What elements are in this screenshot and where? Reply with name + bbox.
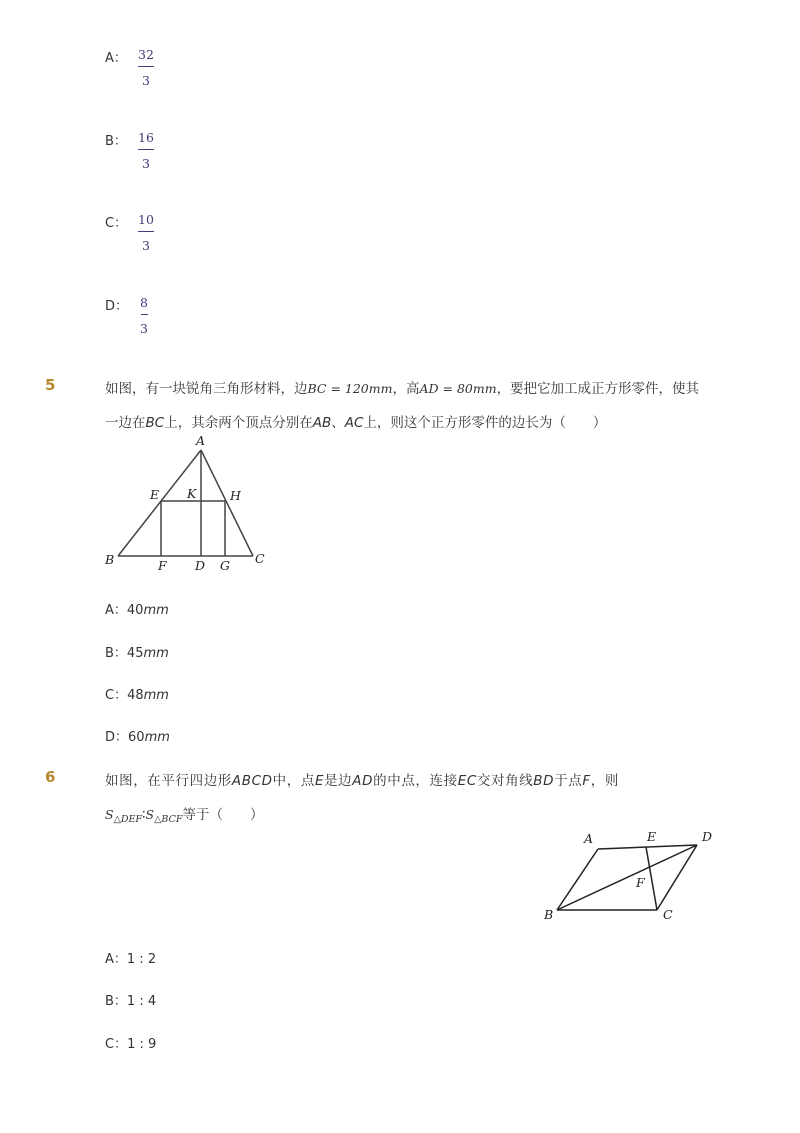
label-c: C (663, 907, 673, 922)
side-ab (118, 450, 201, 556)
question-text-line1: 如图，在平行四边形ABCD中，点E是边AD的中点，连接EC交对角线BD于点F，则 (105, 773, 619, 789)
triangle-figure (100, 430, 275, 575)
parallelogram-figure (540, 825, 720, 925)
q5-option-a[interactable]: A：40mm (105, 603, 169, 618)
side-ad (598, 845, 697, 849)
option-label: D： (105, 299, 129, 314)
fraction: 8 3 (140, 295, 148, 336)
q5-option-b[interactable]: B：45mm (105, 646, 169, 661)
label-g: G (220, 558, 230, 573)
label-b: B (544, 907, 554, 922)
fraction: 32 3 (138, 47, 154, 88)
option-label: A： (105, 51, 127, 66)
fraction: 10 3 (138, 212, 154, 253)
label-e: E (150, 487, 160, 502)
option-label: C： (105, 216, 128, 231)
label-c: C (255, 551, 265, 566)
question-number: 6 (45, 768, 56, 786)
label-a: A (584, 831, 594, 846)
math-expr: AD = 80mm (419, 381, 497, 396)
label-h: H (230, 488, 241, 503)
label-d: D (702, 829, 713, 844)
question-text-line2: 一边在BC上，其余两个顶点分别在AB、AC上，则这个正方形零件的边长为（ ） (105, 415, 607, 431)
option-label: B： (105, 134, 127, 149)
label-f: F (636, 875, 645, 890)
label-f: F (158, 558, 167, 573)
question-text-line1: 如图，有一块锐角三角形材料，边BC = 120mm，高AD = 80mm，要把它加工成正方形零件，使其 (105, 381, 700, 397)
side-ac (201, 450, 253, 556)
question-text-line2: $S_{\triangle DEF}∶S_{\triangle BCF}$等于（ ） (105, 807, 264, 825)
math-expr: BC = 120mm (307, 381, 393, 396)
q6-option-b[interactable]: B：1 : 4 (105, 994, 157, 1009)
q6-option-a[interactable]: A：1 : 2 (105, 952, 157, 967)
q6-option-c[interactable]: C：1 : 9 (105, 1037, 157, 1052)
q5-option-c[interactable]: C：48mm (105, 688, 169, 703)
q5-option-d[interactable]: D：60mm (105, 730, 170, 745)
label-d: D (195, 558, 206, 573)
label-a: A (196, 433, 206, 448)
label-b: B (105, 552, 115, 567)
label-k: K (187, 486, 197, 501)
question-number: 5 (45, 376, 56, 394)
fraction: 16 3 (138, 130, 154, 171)
label-e: E (647, 829, 657, 844)
segment-ec (646, 847, 657, 910)
